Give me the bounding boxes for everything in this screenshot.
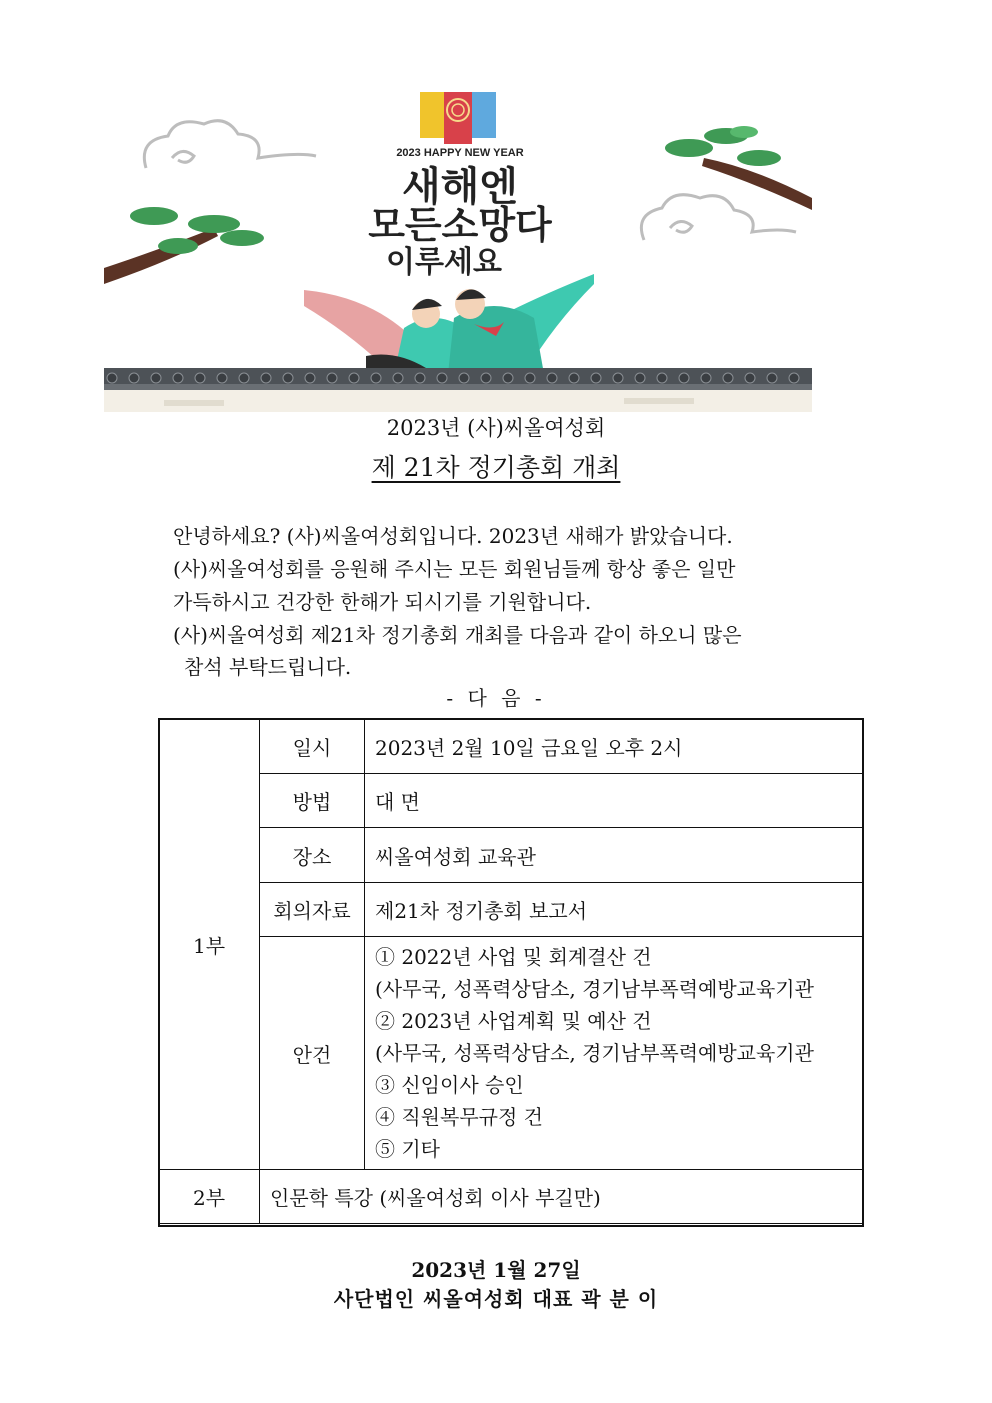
roof-tile-end (371, 373, 381, 383)
roof-tile-end (217, 373, 227, 383)
roof-tile-end (459, 373, 469, 383)
emblem-icon (420, 92, 496, 144)
signature: 사단법인 씨올여성회 대표 곽 분 이 (333, 1287, 659, 1311)
roof-tile-end (547, 373, 557, 383)
row-label: 장소 (260, 828, 365, 883)
body-line: 가득하시고 건강한 한해가 되시기를 기원합니다. (173, 590, 592, 614)
roof-tile-end (745, 373, 755, 383)
roof-tile-end (657, 373, 667, 383)
roof-tile-end (525, 373, 535, 383)
roof-tile-end (107, 373, 117, 383)
roof-tile-end (767, 373, 777, 383)
roof-tile-end (151, 373, 161, 383)
body-line: (사)씨올여성회를 응원해 주시는 모든 회원님들께 항상 좋은 일만 (173, 557, 736, 581)
cloud-icon (144, 121, 316, 168)
part2-label: 2부 (159, 1170, 260, 1224)
row-value: 2023년 2월 10일 금요일 오후 2시 (365, 719, 864, 774)
roof-tile-end (195, 373, 205, 383)
roof-tile-end (305, 373, 315, 383)
title-text: 제 21차 정기총회 개최 (371, 453, 621, 482)
row-label: 회의자료 (260, 883, 365, 937)
roof-tile-end (173, 373, 183, 383)
table-row (159, 937, 864, 1170)
agenda-label: 안건 (260, 937, 365, 1170)
roof-tile-end (503, 373, 513, 383)
part1-label: 1부 (159, 719, 260, 1170)
roof-tile-end (481, 373, 491, 383)
body-line: (사)씨올여성회 제21차 정기총회 개최를 다음과 같이 하오니 많은 (173, 623, 742, 647)
cloud-icon (641, 195, 796, 240)
pine-tree-icon (104, 207, 264, 284)
roof-tile-end (283, 373, 293, 383)
roof-tile-end (679, 373, 689, 383)
roof-tile-end (349, 373, 359, 383)
couple-illustration (304, 274, 594, 376)
agenda-item: ① 2022년 사업 및 회계결산 건 (375, 945, 652, 969)
agenda-list (365, 937, 864, 1170)
table-row (159, 883, 864, 937)
roof-tile-end (701, 373, 711, 383)
meeting-info-table (158, 718, 864, 1224)
page-title (0, 448, 992, 484)
roof-tile-end (393, 373, 403, 383)
banner-subtitle: 2023 HAPPY NEW YEAR (396, 147, 524, 159)
agenda-item: ④ 직원복무규정 건 (375, 1105, 543, 1129)
agenda-item: ② 2023년 사업계획 및 예산 건 (375, 1009, 652, 1033)
new-year-banner (104, 88, 812, 412)
roof-tile-end (591, 373, 601, 383)
roof-tile-end (635, 373, 645, 383)
roof-tile-end (437, 373, 447, 383)
row-value: 대 면 (365, 774, 864, 828)
banner-line1: 새해엔 (402, 164, 518, 210)
row-value: 씨올여성회 교육관 (365, 828, 864, 883)
body-line: 참석 부탁드립니다. (184, 655, 352, 679)
part2-value: 인문학 특강 (씨올여성회 이사 부길만) (260, 1170, 864, 1224)
memo-label: - 다 음 - (446, 686, 546, 710)
row-label: 일시 (260, 719, 365, 774)
roof-tile-end (613, 373, 623, 383)
roof-tile-end (129, 373, 139, 383)
banner-line3: 이루세요 (386, 245, 502, 280)
table-row (159, 774, 864, 828)
table-row (159, 828, 864, 883)
table-row (159, 1170, 864, 1224)
roof-tile-end (723, 373, 733, 383)
agenda-item: ⑤ 기타 (375, 1137, 440, 1161)
body-line: 안녕하세요? (사)씨올여성회입니다. 2023년 새해가 밝았습니다. (173, 524, 733, 548)
roof-tile-end (239, 373, 249, 383)
org-line: 2023년 (사)씨올여성회 (386, 416, 606, 440)
issue-date: 2023년 1월 27일 (411, 1258, 581, 1282)
roof-tile-end (327, 373, 337, 383)
roof-tile-end (569, 373, 579, 383)
agenda-item: ③ 신임이사 승인 (375, 1073, 524, 1097)
table-row (159, 719, 864, 774)
row-label: 방법 (260, 774, 365, 828)
banner-line2: 모든소망다 (368, 203, 552, 247)
pine-tree-icon (665, 126, 812, 210)
agenda-item: (사무국, 성폭력상담소, 경기남부폭력예방교육기관 (375, 977, 814, 1001)
roof-tile-end (789, 373, 799, 383)
roof-tile-end (415, 373, 425, 383)
roof-tile-end (261, 373, 271, 383)
agenda-item: (사무국, 성폭력상담소, 경기남부폭력예방교육기관 (375, 1041, 814, 1065)
row-value: 제21차 정기총회 보고서 (365, 883, 864, 937)
